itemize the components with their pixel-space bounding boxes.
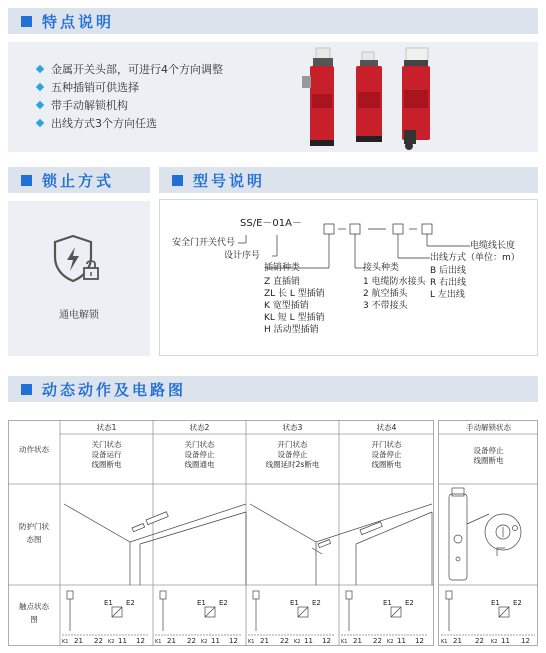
- feature-list: [35, 60, 223, 132]
- svg-text:E2: E2: [312, 599, 321, 607]
- section-header-features: [8, 8, 538, 34]
- state-desc: 开门状态 设备停止 线圈延时2s断电: [265, 440, 320, 469]
- contact-diagram-1: [62, 591, 148, 645]
- svg-text:22: 22: [94, 637, 103, 645]
- svg-text:K2: K2: [491, 639, 498, 645]
- svg-text:E1: E1: [383, 599, 392, 607]
- bullet-icon: [36, 101, 44, 109]
- pin-item: Z 直插销: [264, 277, 301, 287]
- pin-item: KL 短 L 型插销: [264, 313, 325, 323]
- svg-text:12: 12: [322, 637, 331, 645]
- svg-text:21: 21: [353, 637, 362, 645]
- label-pin-title: 插销种类: [264, 263, 301, 273]
- switch-closed-1: [132, 512, 168, 532]
- product-images: [298, 46, 458, 152]
- svg-text:22: 22: [187, 637, 196, 645]
- pin-item: ZL 长 L 型插销: [264, 289, 325, 299]
- header-square-icon: [21, 16, 32, 27]
- svg-text:E2: E2: [219, 599, 228, 607]
- manual-desc: 设备停止 线圈断电: [473, 446, 504, 465]
- feature-item: 金属开关头部，可进行4个方向调整: [35, 60, 223, 78]
- state-table: [8, 420, 538, 646]
- manual-unlock-drawing: [439, 484, 538, 585]
- bullet-icon: [36, 119, 44, 127]
- model-diagram: [160, 200, 539, 357]
- state-title: 状态1: [96, 423, 117, 432]
- label-design: 设计序号: [224, 251, 261, 261]
- shield-lightning-icon: [49, 233, 103, 285]
- outlet-item: B 后出线: [430, 266, 467, 276]
- model-panel: [159, 199, 538, 356]
- bullet-icon: [36, 83, 44, 91]
- contact-diagram-3: [248, 591, 334, 645]
- svg-text:21: 21: [260, 637, 269, 645]
- door-state-drawings: [60, 484, 434, 585]
- row-header-door: 防护门状态图: [19, 522, 49, 544]
- outlet-item: L 左出线: [430, 290, 465, 300]
- svg-text:K1: K1: [155, 639, 162, 645]
- svg-text:K1: K1: [341, 639, 348, 645]
- connector-list: [363, 276, 426, 312]
- svg-text:12: 12: [521, 637, 530, 645]
- lock-panel: [8, 201, 150, 356]
- svg-text:11: 11: [397, 637, 406, 645]
- state-title: 状态3: [282, 423, 303, 432]
- svg-text:21: 21: [74, 637, 83, 645]
- svg-text:E1: E1: [290, 599, 299, 607]
- manual-title: 手动解锁状态: [466, 423, 511, 432]
- state-title: 状态4: [376, 423, 397, 432]
- section-title: 型号说明: [193, 171, 266, 190]
- contact-diagram-manual: [439, 585, 538, 646]
- svg-text:E2: E2: [405, 599, 414, 607]
- svg-text:11: 11: [211, 637, 220, 645]
- connector-item: 3 不带接头: [363, 301, 408, 311]
- svg-text:21: 21: [453, 637, 462, 645]
- svg-text:E2: E2: [513, 599, 522, 607]
- label-connector-title: 接头种类: [363, 263, 400, 273]
- model-code: SS/E－01A－: [240, 218, 302, 229]
- section-title: 特点说明: [42, 12, 115, 31]
- svg-text:K1: K1: [62, 639, 69, 645]
- feature-item: 五种插销可供选择: [35, 78, 223, 96]
- svg-text:K1: K1: [248, 639, 255, 645]
- contact-diagrams: [60, 585, 434, 646]
- svg-text:11: 11: [118, 637, 127, 645]
- svg-text:12: 12: [229, 637, 238, 645]
- section-header-dynamic: [8, 376, 538, 402]
- pin-item: K 宽型插销: [264, 301, 309, 311]
- section-title: 动态动作及电路图: [42, 380, 187, 399]
- pin-item: H 活动型插销: [264, 325, 319, 335]
- product-photo-3: [402, 48, 430, 150]
- svg-text:E1: E1: [491, 599, 500, 607]
- svg-text:22: 22: [373, 637, 382, 645]
- section-header-model: [159, 167, 538, 193]
- label-cable: 电缆线长度: [470, 241, 516, 251]
- section-header-lock: [8, 167, 150, 193]
- contact-diagram-2: [155, 591, 241, 645]
- lock-caption: 通电解锁: [59, 310, 99, 321]
- pin-list: [264, 276, 325, 336]
- header-square-icon: [21, 384, 32, 395]
- svg-text:K2: K2: [108, 639, 115, 645]
- svg-text:12: 12: [415, 637, 424, 645]
- svg-text:E1: E1: [197, 599, 206, 607]
- section-title: 锁止方式: [42, 171, 115, 190]
- svg-text:E2: E2: [126, 599, 135, 607]
- features-panel: [8, 42, 538, 152]
- svg-text:K1: K1: [441, 639, 448, 645]
- state-desc: 关门状态 设备运行 线圈断电: [91, 440, 122, 469]
- svg-text:K2: K2: [294, 639, 301, 645]
- header-square-icon: [21, 175, 32, 186]
- svg-text:K2: K2: [201, 639, 208, 645]
- header-square-icon: [172, 175, 183, 186]
- outlet-list: [430, 265, 466, 301]
- svg-text:22: 22: [280, 637, 289, 645]
- state-desc: 开门状态 设备停止 线圈断电: [371, 440, 402, 469]
- outlet-item: R 右出线: [430, 278, 467, 288]
- label-series: 安全门开关代号: [172, 238, 236, 248]
- connector-item: 2 航空插头: [363, 289, 408, 299]
- svg-text:K2: K2: [387, 639, 394, 645]
- svg-text:22: 22: [475, 637, 484, 645]
- svg-text:11: 11: [501, 637, 510, 645]
- row-header-contact: 触点状态图: [19, 602, 49, 624]
- switch-open: [318, 522, 382, 548]
- feature-item: 带手动解锁机构: [35, 96, 223, 114]
- bullet-icon: [36, 65, 44, 73]
- svg-text:21: 21: [167, 637, 176, 645]
- label-outlet-title: 出线方式（单位：m）: [430, 253, 520, 263]
- state-title: 状态2: [189, 423, 210, 432]
- connector-item: 1 电缆防水接头: [363, 277, 426, 287]
- row-header-action: 动作状态: [19, 445, 49, 454]
- product-photo-1: [302, 48, 334, 146]
- state-desc: 关门状态 设备停止 线圈通电: [184, 440, 215, 469]
- svg-text:11: 11: [304, 637, 313, 645]
- product-photo-2: [356, 52, 382, 142]
- contact-diagram-4: [341, 591, 427, 645]
- svg-text:12: 12: [136, 637, 145, 645]
- svg-text:E1: E1: [104, 599, 113, 607]
- feature-item: 出线方式3个方向任选: [35, 114, 223, 132]
